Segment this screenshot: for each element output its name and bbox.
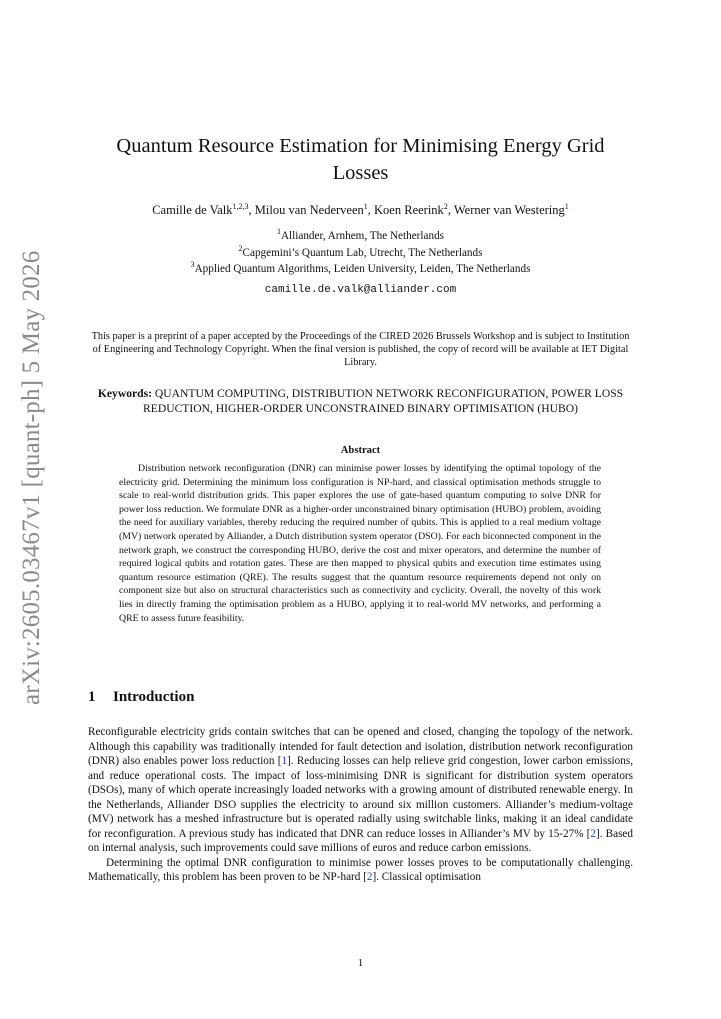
citation-link[interactable]: 2 — [590, 827, 596, 840]
body-text — [88, 725, 633, 885]
keywords — [88, 386, 633, 416]
section-number: 1 — [88, 689, 96, 705]
citation-link[interactable]: 1 — [281, 755, 288, 767]
section-title: Introduction — [113, 689, 195, 705]
keywords-text: QUANTUM COMPUTING, DISTRIBUTION NETWORK RECONFIGURATION, POWER LOSS REDUCTION, HIGHER-ORDER UNCONSTRAINED BINARY OPTIMISATION (HUBO) — [143, 387, 624, 415]
citation-link[interactable]: 2 — [366, 871, 373, 883]
affiliation: $^3$Applied Quantum Algorithms, Leiden University, Leiden, The Netherlands — [190, 260, 531, 275]
paragraph: Reconfigurable electricity grids contain switches that can be opened and closed, changing the topology of the network. Although this capability was traditionally intended for fault detection and isolation, distribution network reconfiguration (DNR) also enables power loss reduction [1]. Reducing losses can help relieve grid congestion, lower carbon emissions, and reduce operational costs. The impact of loss-minimising DNR is significant for distribution system operators (DSOs), many of which operate increasingly loaded networks with a growing amount of distributed renewable energy. In the Netherlands, Alliander DSO supplies the electricity to around six million customers. Alliander’s medium-voltage (MV) network has a meshed infrastructure but is operated radially using switchable links, making it an ideal candidate for reconfiguration. A previous study has indicated that DNR can reduce losses in Alliander’s MV by 15-27% [2]. Based on internal analysis, such improvements could save millions of euros and reduce carbon emissions. — [88, 726, 633, 854]
paper-title: Quantum Resource Estimation for Minimising Energy Grid Losses — [116, 135, 605, 184]
copyright-notice: This paper is a preprint of a paper accepted by the Proceedings of the CIRED 2026 Brussels Workshop and is subject to Institution of Engineering and Technology Copyright. When the final version is published, the copy of record will be available at IET Digital Library. — [91, 331, 630, 368]
keywords-label: Keywords: — [97, 387, 152, 400]
page-number: 1 — [357, 957, 364, 969]
author-list — [88, 203, 633, 218]
author: Koen Reerink$^2$, — [374, 202, 454, 217]
abstract-text: Distribution network reconfiguration (DNR) can minimise power losses by identifying the optimal topology of the electricity grid. Determining the minimum loss configuration is NP-hard, and classical optimisation methods struggle to scale to real-world distribution grids. This paper explores the use of gate-based quantum computing to solve DNR for power loss reduction. We formulate DNR as a higher-order unconstrained binary optimisation (HUBO) problem, avoiding the need for auxiliary variables, thereby reducing the required number of qubits. This is applied to a real medium voltage (MV) network operated by Alliander, a Dutch distribution system operator (DSO). For each biconnected component in the network graph, we construct the corresponding HUBO, derive the cost and mixer operators, and determine the number of required logical qubits and rotation gates. These are then mapped to physical qubits and execution time estimates using quantum resource estimation (QRE). The results suggest that the quantum resource requirements depend not only on component size but also on structural characteristics such as connectivity and cyclicity. Overall, the novelty of this work lies in directly framing the optimisation problem as a HUBO, applying it to real-world MV networks, and performing a QRE to assess future feasibility. — [119, 463, 601, 624]
paragraph: Determining the optimal DNR configuration to minimise power losses proves to be computationally challenging. Mathematically, this problem has been proven to be NP-hard [2]. Classical optimisation — [88, 856, 633, 883]
author: Werner van Westering$^1$ — [453, 202, 569, 217]
arxiv-identifier: arXiv:2605.03467v1 [quant-ph] 5 May 2026 — [18, 250, 45, 705]
author: Camille de Valk$^{1,2,3}$, — [152, 202, 255, 217]
section-heading — [88, 689, 194, 706]
contact-email[interactable]: camille.de.valk@alliander.com — [264, 284, 457, 296]
abstract-heading: Abstract — [340, 445, 381, 456]
author: Milou van Nederveen$^1$, — [254, 202, 375, 217]
affiliation: $^2$Capgemini’s Quantum Lab, Utrecht, The Netherlands — [238, 244, 483, 259]
affiliation: $^1$Alliander, Arnhem, The Netherlands — [276, 227, 445, 242]
